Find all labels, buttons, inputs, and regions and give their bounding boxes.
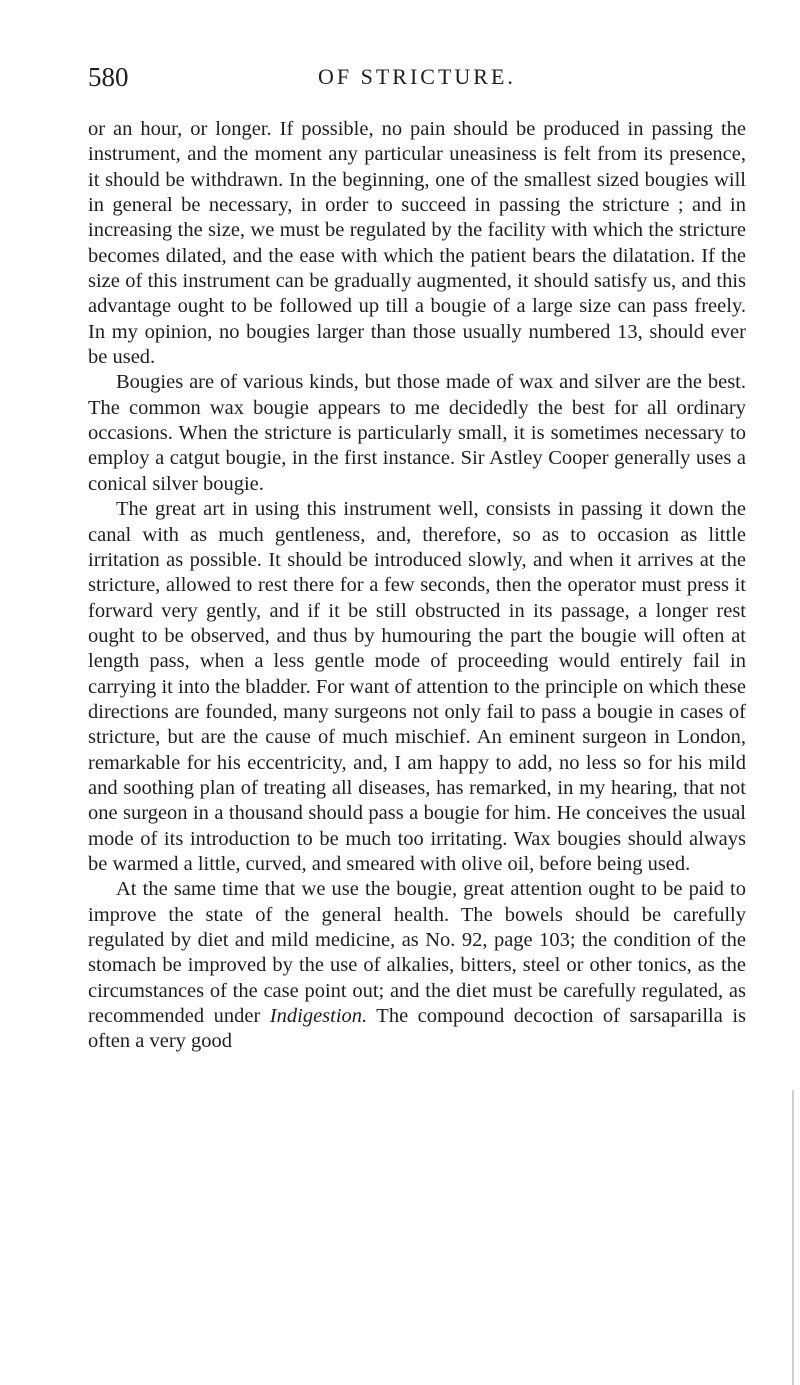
- indigestion-reference: Indigestion.: [269, 1005, 368, 1028]
- paragraph-3: The great art in using this instrument well, consists in passing it down the canal with as much gentleness, and, therefore, so as to occasion as little irritation as possible. It should be introduced slowly, and when it arrives at the stricture, allowed to rest there for a few seconds, then the operator must press it forward very gently, and if it be still obstructed in its passage, a longer rest ought to be observed, and thus by humouring the part the bougie will often at length pass, when a less gentle mode of proceeding would entirely fail in carrying it into the bladder. For want of attention to the principle on which these directions are founded, many surgeons not only fail to pass a bougie in cases of stricture, but are the cause of much mischief. An eminent surgeon in London, remarkable for his eccentricity, and, I am happy to add, no less so for his mild and soothing plan of treating all diseases, has remarked, in my hearing, that not one surgeon in a thousand should pass a bougie for him. He conceives the usual mode of its introduction to be much too irritating. Wax bougies should always be warmed a little, curved, and smeared with olive oil, before being used.: [88, 498, 746, 875]
- running-head: [88, 62, 738, 102]
- paragraph-2: Bougies are of various kinds, but those made of wax and silver are the best. The common wax bougie appears to me decidedly the best for all ordinary occasions. When the stricture is particularly small, it is sometimes necessary to employ a catgut bougie, in the first instance. Sir Astley Cooper generally uses a conical silver bougie.: [88, 371, 746, 495]
- page-edge-shadow: [792, 1090, 794, 1385]
- body-text: [88, 117, 746, 1055]
- paragraph-4-start: At the same time that we use the bougie, great attention ought to be paid to improve the state of the general health. The bowels should be carefully regulated by diet and mild medicine, as No. 92, page 103; the condition of the stomach be improved by the use of alkalies, bitters, steel or other tonics, as the circumstances of the case point out; and the diet must be carefully regulated, as recommended under: [88, 878, 746, 1028]
- paragraph-4: [88, 877, 746, 1054]
- paragraph-1: or an hour, or longer. If possible, no pain should be produced in passing the instrument, and the moment any particular uneasiness is felt from its presence, it should be withdrawn. In the beginning, one of the smallest sized bougies will in general be necessary, in order to succeed in passing the stricture ; and in increasing the size, we must be regulated by the facility with which the stricture becomes dilated, and the ease with which the patient bears the dilatation. If the size of this instrument can be gradually augmented, it should satisfy us, and this advantage ought to be followed up till a bougie of a large size can pass freely. In my opinion, no bougies larger than those usually numbered 13, should ever be used.: [88, 118, 746, 369]
- running-title: OF STRICTURE.: [318, 64, 516, 89]
- page-number: 580: [88, 62, 129, 92]
- paragraph-4-end: The compound decoction of sarsaparilla is often a very good: [88, 1005, 746, 1053]
